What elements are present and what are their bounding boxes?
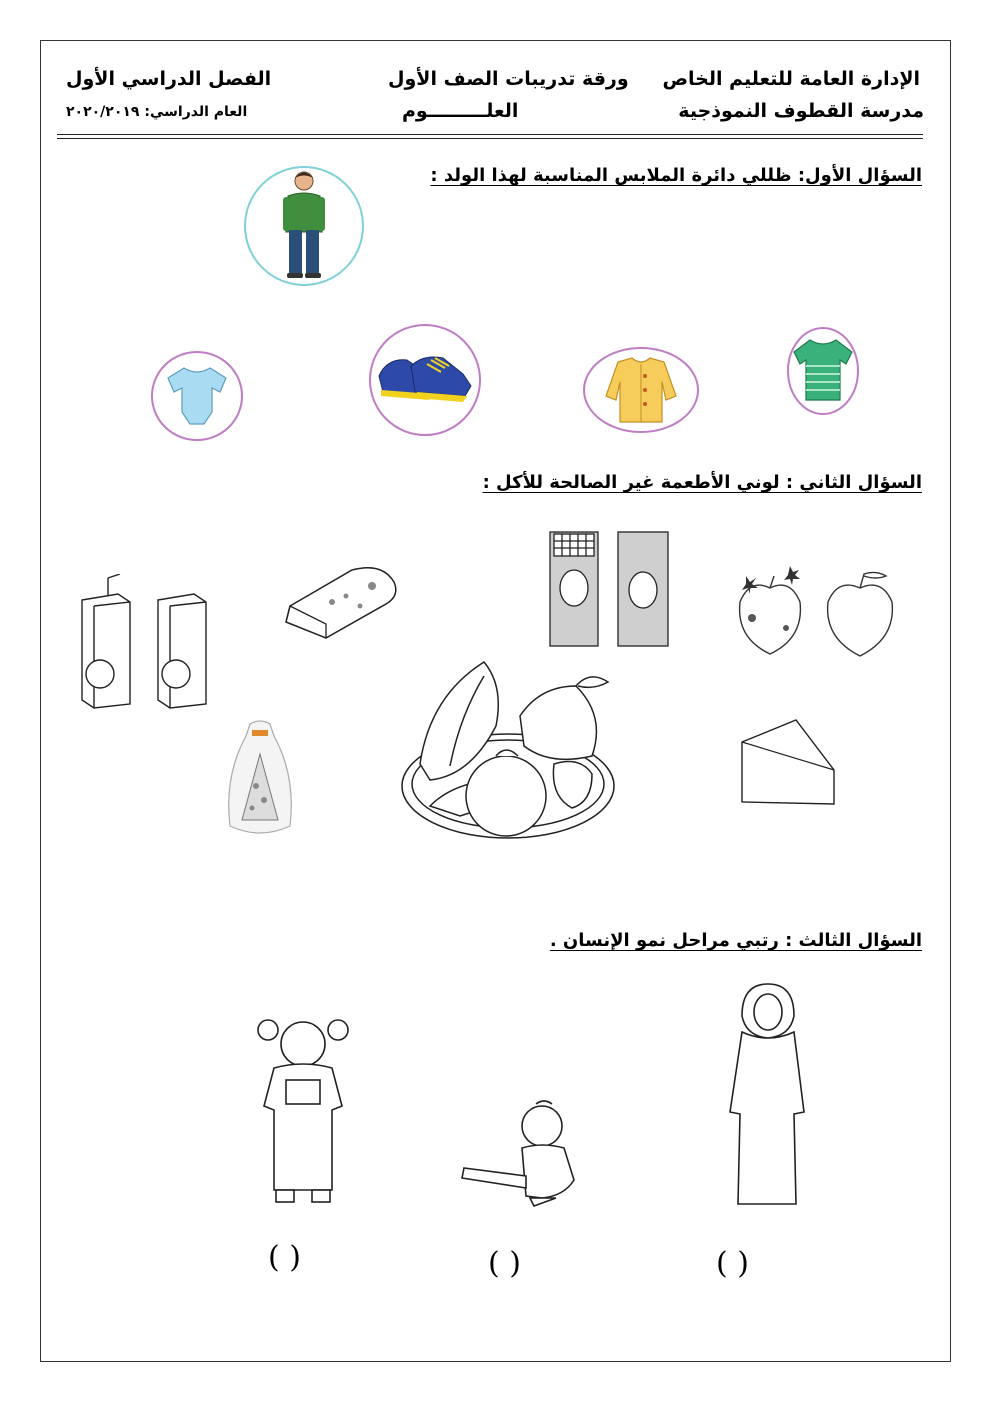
spoiled-bagged-food-picture [220,716,300,842]
question-1-text: السؤال الأول: ظللي دائرة الملابس المناسبة لهذا الولد : [430,165,922,186]
baby-picture [456,1098,596,1208]
onesie-picture [150,350,245,442]
chocolate-bars-picture [548,528,670,650]
moldy-bread-picture [282,562,404,642]
fresh-food-plate-picture [400,656,616,842]
header-school-year: العام الدراسي: ٢٠٢٠/٢٠١٩ [66,104,248,120]
apples-picture [730,558,902,662]
header-semester: الفصل الدراسي الأول [66,68,272,90]
cheese-picture [740,716,838,808]
header-rule-top [57,134,923,135]
sneakers-picture [367,322,483,438]
header-school: مدرسة القطوف النموذجية [678,100,924,122]
header-worksheet-title: ورقة تدريبات الصف الأول [388,68,629,90]
header-authority: الإدارة العامة للتعليم الخاص [662,68,920,90]
woman-picture [720,982,816,1212]
answer-slot-1[interactable]: ( ) [268,1240,301,1275]
header-rule-bottom [57,138,923,139]
girl-picture [246,1014,360,1210]
question-2-text: السؤال الثاني : لوني الأطعمة غير الصالحة للأكل : [482,472,922,493]
answer-slot-3[interactable]: ( ) [716,1246,749,1281]
juice-boxes-picture [78,574,214,710]
answer-slot-2[interactable]: ( ) [488,1246,521,1281]
question-3-text: السؤال الثالث : رتبي مراحل نمو الإنسان . [549,930,922,951]
boy-picture [242,164,366,288]
header-subject: العلـــــــــوم [402,100,519,122]
tshirt-picture [786,326,860,416]
jacket-picture [582,346,700,434]
